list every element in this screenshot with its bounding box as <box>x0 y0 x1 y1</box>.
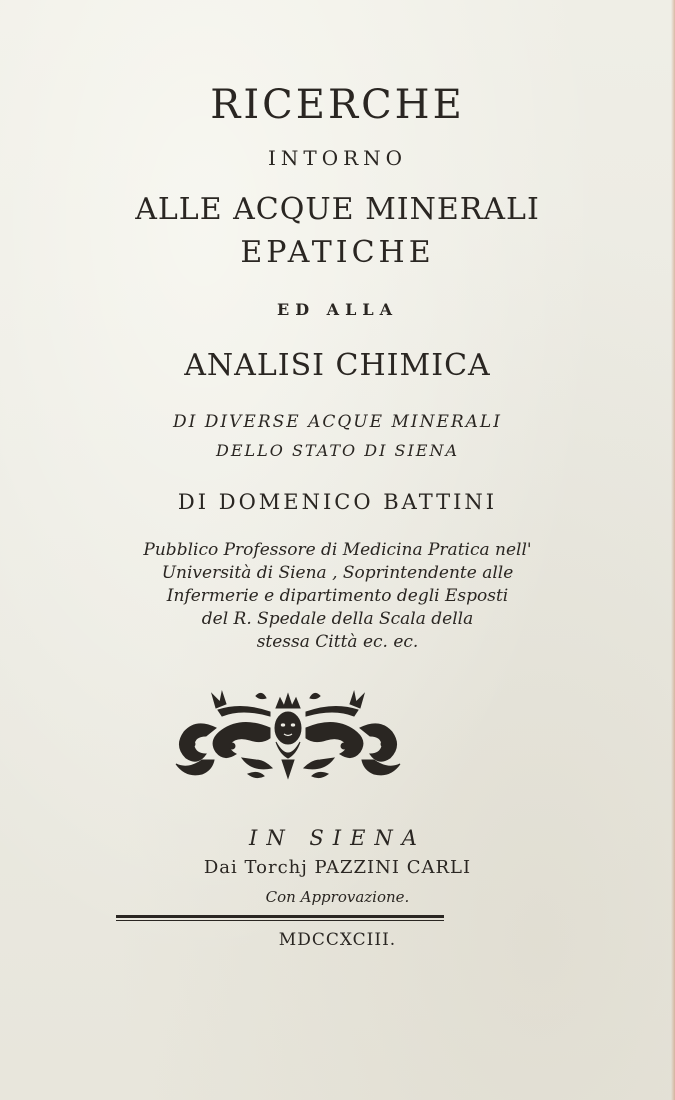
author-description-line: del R. Spedale della Scala della <box>201 609 474 629</box>
horizontal-rule <box>116 915 444 918</box>
analisi-chimica-line: ANALISI CHIMICA <box>184 348 491 383</box>
printer-line: Dai Torchj PAZZINI CARLI <box>203 857 472 878</box>
author-line: DI DOMENICO BATTINI <box>177 490 498 514</box>
ed-alla-line: ED ALLA <box>277 300 398 319</box>
author-description-line: Infermerie e dipartimento degli Esposti <box>166 586 509 606</box>
subtitle-line-2: EPATICHE <box>240 235 435 270</box>
publication-year: MDCCXCIII. <box>278 930 397 950</box>
author-description-line: Pubblico Professore di Medicina Pratica nell' <box>143 540 532 560</box>
book-title: RICERCHE <box>210 82 465 128</box>
horizontal-rule-thin <box>116 920 444 921</box>
author-description-line: stessa Città ec. ec. <box>256 632 419 652</box>
printers-ornament-icon <box>172 688 404 783</box>
diverse-acque-line: DI DIVERSE ACQUE MINERALI <box>173 412 502 432</box>
subtitle-line-1: ALLE ACQUE MINERALI <box>135 192 540 227</box>
place-line: IN SIENA <box>249 826 426 850</box>
author-description-line: Università di Siena , Soprintendente alle <box>161 563 514 583</box>
approvazione-line: Con Approvazione. <box>265 888 410 906</box>
intorno-line: INTORNO <box>267 146 408 170</box>
stato-di-siena-line: DELLO STATO DI SIENA <box>215 441 460 460</box>
